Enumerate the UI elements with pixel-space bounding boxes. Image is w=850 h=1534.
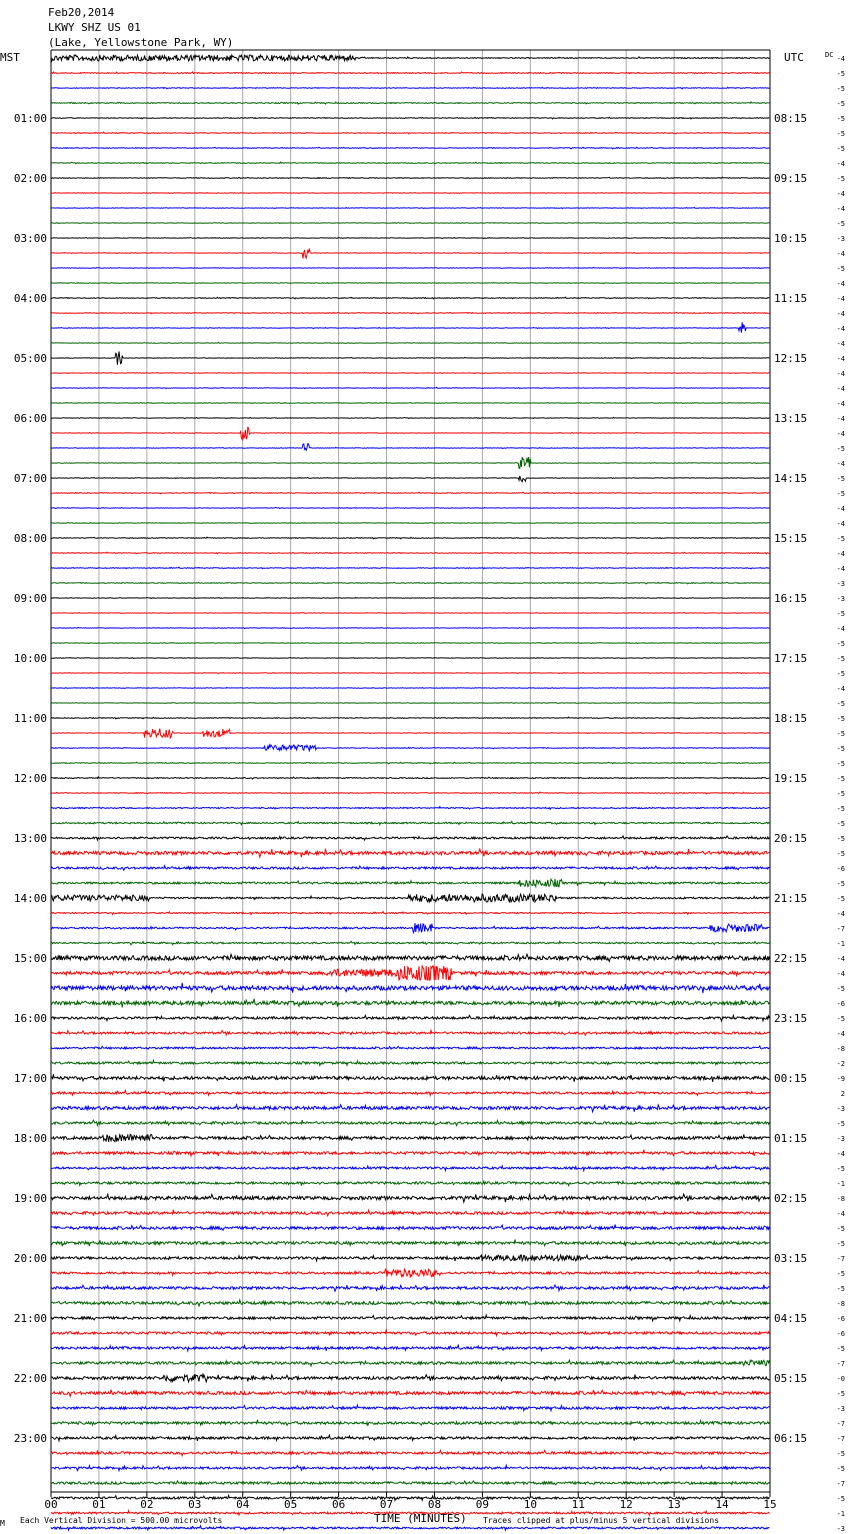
- trace-row-22: [51, 387, 769, 388]
- dc-offset: -4: [836, 325, 845, 333]
- trace-row-9: [51, 192, 769, 193]
- dc-offset: -5: [836, 115, 845, 123]
- dc-offset: -5: [836, 1495, 845, 1503]
- mst-label: 01:00: [13, 112, 47, 125]
- dc-offset: -4: [836, 385, 845, 393]
- trace-row-94: [51, 1465, 769, 1470]
- dc-offset: -4: [836, 1210, 845, 1218]
- mst-label: 05:00: [13, 352, 47, 365]
- dc-offset: -5: [836, 1165, 845, 1173]
- trace-row-89: [51, 1390, 769, 1397]
- x-tick-label: 15: [763, 1498, 777, 1511]
- dc-offset: -4: [836, 970, 845, 978]
- mst-label: 14:00: [13, 892, 47, 905]
- utc-label: 00:15: [774, 1072, 808, 1085]
- trace-row-92: [51, 1435, 769, 1441]
- utc-label: 05:15: [774, 1372, 808, 1385]
- dc-offset: -4: [836, 460, 845, 468]
- dc-offset: -4: [836, 955, 845, 963]
- dc-offset: -7: [836, 925, 845, 933]
- dc-offset: -4: [836, 685, 845, 693]
- dc-offset: -4: [836, 160, 845, 168]
- utc-label: 13:15: [774, 412, 808, 425]
- mst-label: 08:00: [13, 532, 47, 545]
- x-tick-label: 10: [523, 1498, 537, 1511]
- utc-label: 20:15: [774, 832, 808, 845]
- clip-note: Traces clipped at plus/minus 5 vertical divisions: [483, 1516, 720, 1525]
- x-tick-label: 08: [427, 1498, 442, 1511]
- utc-label: 23:15: [774, 1012, 808, 1025]
- trace-row-21: [51, 372, 769, 373]
- dc-offset: -4: [836, 415, 845, 423]
- mst-hour-labels: [14, 112, 47, 1445]
- x-tick-label: 03: [188, 1498, 202, 1511]
- dc-offset: -4: [836, 550, 845, 558]
- utc-label: 11:15: [774, 292, 808, 305]
- dc-offset: -5: [836, 1285, 845, 1293]
- left-timezone-label: MST: [0, 51, 20, 64]
- trace-row-12: [51, 237, 769, 238]
- dc-offset: -4: [836, 910, 845, 918]
- mst-label: 12:00: [13, 772, 47, 785]
- dc-offset: -4: [836, 250, 845, 258]
- trace-row-27: [51, 457, 769, 468]
- dc-offset: -5: [836, 820, 845, 828]
- trace-row-62: [51, 983, 769, 993]
- x-axis-title: TIME (MINUTES): [374, 1512, 467, 1525]
- dc-offset: -5: [836, 760, 845, 768]
- trace-row-55: [51, 879, 769, 887]
- mst-label: 03:00: [13, 232, 47, 245]
- mst-label: 22:00: [13, 1372, 47, 1385]
- dc-offset: -3: [836, 1105, 845, 1113]
- trace-row-72: [51, 1134, 769, 1141]
- mst-label: 07:00: [13, 472, 47, 485]
- trace-row-67: [51, 1060, 769, 1065]
- trace-row-30: [51, 507, 769, 508]
- trace-row-74: [51, 1165, 769, 1170]
- dc-offset: -3: [836, 235, 845, 243]
- trace-row-87: [51, 1360, 769, 1366]
- dc-offset: -5: [836, 1270, 845, 1278]
- dc-offset: -5: [836, 775, 845, 783]
- trace-row-35: [51, 582, 769, 584]
- trace-row-7: [51, 162, 769, 164]
- trace-row-79: [51, 1240, 769, 1247]
- dc-offset: -5: [836, 100, 845, 108]
- dc-offset: -5: [836, 1465, 845, 1473]
- dc-offset: -5: [836, 1225, 845, 1233]
- trace-row-50: [51, 807, 769, 810]
- dc-offset: -5: [836, 490, 845, 498]
- trace-row-20: [51, 351, 769, 364]
- x-tick-label: 09: [475, 1498, 490, 1511]
- trace-row-2: [51, 87, 769, 89]
- trace-row-85: [51, 1330, 769, 1336]
- dc-offset: -4: [836, 1150, 845, 1158]
- dc-offset: -5: [836, 475, 845, 483]
- dc-offset: -1: [836, 1510, 845, 1518]
- mst-label: 17:00: [13, 1072, 47, 1085]
- station-location: (Lake, Yellowstone Park, WY): [48, 36, 234, 49]
- trace-row-29: [51, 492, 769, 494]
- trace-row-95: [51, 1481, 769, 1485]
- mst-label: 02:00: [13, 172, 47, 185]
- dc-offset: -3: [836, 1405, 845, 1413]
- utc-label: 21:15: [774, 892, 808, 905]
- mst-label: 18:00: [13, 1132, 47, 1145]
- dc-offset: -5: [836, 85, 845, 93]
- x-tick-label: 05: [284, 1498, 298, 1511]
- trace-row-16: [51, 297, 769, 299]
- trace-row-38: [51, 627, 769, 628]
- dc-offset: -5: [836, 895, 845, 903]
- dc-offset: -5: [836, 175, 845, 183]
- seismogram-traces: [51, 55, 769, 1534]
- dc-offset: -5: [836, 805, 845, 813]
- dc-offset: -4: [836, 340, 845, 348]
- dc-offset: -4: [836, 430, 845, 438]
- dc-offset: -5: [836, 655, 845, 663]
- x-tick-label: 04: [236, 1498, 250, 1511]
- trace-row-28: [51, 476, 769, 482]
- trace-row-0: [51, 55, 769, 61]
- trace-row-23: [51, 403, 769, 404]
- dc-offset: -4: [836, 505, 845, 513]
- trace-row-59: [51, 941, 769, 945]
- mst-label: 13:00: [13, 832, 47, 845]
- trace-row-76: [51, 1194, 769, 1202]
- trace-row-61: [51, 966, 769, 980]
- dc-offset: -5: [836, 670, 845, 678]
- dc-offset: -3: [836, 1525, 845, 1533]
- right-timezone-label: UTC: [784, 51, 804, 64]
- trace-row-32: [51, 537, 769, 539]
- trace-row-41: [51, 672, 769, 673]
- trace-row-8: [51, 177, 769, 179]
- dc-offset: -6: [836, 1000, 845, 1008]
- dc-offset: -5: [836, 610, 845, 618]
- dc-offset: -4: [836, 310, 845, 318]
- trace-row-33: [51, 552, 769, 554]
- x-tick-label: 01: [92, 1498, 106, 1511]
- mst-label: 04:00: [13, 292, 47, 305]
- trace-row-3: [51, 102, 769, 104]
- trace-row-66: [51, 1046, 769, 1050]
- trace-row-71: [51, 1120, 769, 1126]
- trace-row-54: [51, 866, 769, 871]
- trace-row-57: [51, 912, 769, 915]
- trace-row-10: [51, 207, 769, 208]
- utc-label: 19:15: [774, 772, 808, 785]
- vertical-scale-note: Each Vertical Division = 500.00 microvolts: [20, 1516, 223, 1525]
- dc-offset: -4: [836, 295, 845, 303]
- mst-label: 06:00: [13, 412, 47, 425]
- utc-label: 06:15: [774, 1432, 808, 1445]
- mst-label: 23:00: [13, 1432, 47, 1445]
- dc-offset: -5: [836, 145, 845, 153]
- dc-offset: -7: [836, 1360, 845, 1368]
- dc-offset: -5: [836, 1015, 845, 1023]
- x-tick-label: 11: [571, 1498, 585, 1511]
- dc-offset: -5: [836, 70, 845, 78]
- dc-offset: -5: [836, 1120, 845, 1128]
- trace-row-77: [51, 1210, 769, 1216]
- utc-label: 12:15: [774, 352, 808, 365]
- dc-offset: -5: [836, 640, 845, 648]
- dc-offset: -4: [836, 400, 845, 408]
- trace-row-63: [51, 999, 769, 1008]
- dc-offset: -4: [836, 280, 845, 288]
- utc-label: 17:15: [774, 652, 808, 665]
- utc-label: 16:15: [774, 592, 808, 605]
- trace-row-24: [51, 417, 769, 418]
- trace-row-51: [51, 821, 769, 824]
- trace-row-6: [51, 147, 769, 149]
- trace-row-96: [51, 1495, 769, 1500]
- trace-row-31: [51, 523, 769, 524]
- trace-row-83: [51, 1300, 769, 1306]
- dc-offset: -7: [836, 1255, 845, 1263]
- trace-row-65: [51, 1030, 769, 1035]
- dc-offset: 2: [840, 1090, 845, 1098]
- trace-row-43: [51, 702, 769, 703]
- trace-row-81: [51, 1269, 769, 1277]
- trace-row-78: [51, 1225, 769, 1231]
- dc-offset: -5: [836, 1450, 845, 1458]
- trace-row-5: [51, 132, 769, 134]
- trace-row-80: [51, 1255, 769, 1261]
- dc-offset: -4: [836, 520, 845, 528]
- dc-offset: -1: [836, 1180, 845, 1188]
- dc-offset: -8: [836, 1300, 845, 1308]
- dc-offset: -7: [836, 1480, 845, 1488]
- trace-row-19: [51, 343, 769, 344]
- trace-row-91: [51, 1420, 769, 1426]
- dc-offset: -4: [836, 1030, 845, 1038]
- trace-row-68: [51, 1074, 769, 1082]
- trace-row-15: [51, 282, 769, 283]
- dc-offset: -6: [836, 1330, 845, 1338]
- utc-label: 10:15: [774, 232, 808, 245]
- trace-row-98: [51, 1526, 769, 1531]
- dc-offset-header: DC: [825, 51, 834, 59]
- trace-row-18: [51, 322, 769, 332]
- trace-row-39: [51, 642, 769, 643]
- utc-label: 01:15: [774, 1132, 808, 1145]
- trace-row-42: [51, 687, 769, 688]
- dc-offset: -3: [836, 580, 845, 588]
- mst-label: 16:00: [13, 1012, 47, 1025]
- trace-row-84: [51, 1315, 769, 1321]
- dc-offset: -5: [836, 700, 845, 708]
- time-axis: [44, 1492, 776, 1511]
- trace-row-53: [51, 849, 769, 857]
- dc-offset: -4: [836, 55, 845, 63]
- dc-offset: -5: [836, 730, 845, 738]
- utc-label: 08:15: [774, 112, 808, 125]
- dc-offset: -5: [836, 985, 845, 993]
- dc-offset: -4: [836, 205, 845, 213]
- trace-row-36: [51, 597, 769, 598]
- dc-offset: -9: [836, 1075, 845, 1083]
- trace-row-47: [51, 762, 769, 764]
- station-code: LKWY SHZ US 01: [48, 21, 141, 34]
- x-tick-label: 14: [715, 1498, 729, 1511]
- dc-offset: -6: [836, 865, 845, 873]
- trace-row-17: [51, 312, 769, 314]
- trace-row-64: [51, 1015, 769, 1021]
- x-tick-label: 02: [140, 1498, 154, 1511]
- mst-label: 20:00: [13, 1252, 47, 1265]
- dc-offset: -3: [836, 1135, 845, 1143]
- utc-label: 04:15: [774, 1312, 808, 1325]
- trace-row-90: [51, 1405, 769, 1411]
- dc-offset: -5: [836, 880, 845, 888]
- trace-row-45: [51, 729, 769, 738]
- dc-offset: -5: [836, 535, 845, 543]
- mst-label: 19:00: [13, 1192, 47, 1205]
- mst-label: 15:00: [13, 952, 47, 965]
- dc-offset: -4: [836, 355, 845, 363]
- x-tick-label: 12: [619, 1498, 633, 1511]
- dc-offset: -5: [836, 130, 845, 138]
- dc-offset: -2: [836, 1060, 845, 1068]
- trace-row-93: [51, 1450, 769, 1455]
- dc-offset: -5: [836, 445, 845, 453]
- dc-offset-labels: [837, 55, 845, 1534]
- dc-offset: -3: [836, 595, 845, 603]
- trace-row-26: [51, 444, 769, 451]
- utc-label: 15:15: [774, 532, 808, 545]
- trace-row-88: [51, 1374, 769, 1382]
- dc-offset: -5: [836, 1390, 845, 1398]
- trace-row-52: [51, 836, 769, 840]
- footer-mark: M: [0, 1519, 5, 1528]
- dc-offset: -5: [836, 1345, 845, 1353]
- dc-offset: -5: [836, 835, 845, 843]
- x-tick-label: 13: [667, 1498, 681, 1511]
- x-tick-label: 00: [44, 1498, 58, 1511]
- trace-row-60: [51, 954, 769, 961]
- dc-offset: -5: [836, 715, 845, 723]
- trace-row-56: [51, 894, 769, 902]
- trace-row-46: [51, 745, 769, 751]
- utc-label: 09:15: [774, 172, 808, 185]
- utc-label: 14:15: [774, 472, 808, 485]
- utc-label: 03:15: [774, 1252, 808, 1265]
- dc-offset: -6: [836, 1315, 845, 1323]
- trace-row-86: [51, 1345, 769, 1351]
- utc-hour-labels: [774, 112, 807, 1445]
- utc-label: 18:15: [774, 712, 808, 725]
- dc-offset: -5: [836, 745, 845, 753]
- dc-offset: -7: [836, 1420, 845, 1428]
- trace-row-69: [51, 1090, 769, 1095]
- trace-row-49: [51, 792, 769, 794]
- dc-offset: -5: [836, 790, 845, 798]
- dc-offset: -4: [836, 370, 845, 378]
- trace-row-40: [51, 658, 769, 659]
- mst-label: 09:00: [13, 592, 47, 605]
- trace-row-37: [51, 613, 769, 614]
- mst-label: 11:00: [13, 712, 47, 725]
- trace-row-48: [51, 777, 769, 779]
- trace-row-75: [51, 1181, 769, 1186]
- dc-offset: -7: [836, 1435, 845, 1443]
- trace-row-11: [51, 223, 769, 224]
- dc-offset: -8: [836, 1195, 845, 1203]
- record-date: Feb20,2014: [48, 6, 115, 19]
- mst-label: 21:00: [13, 1312, 47, 1325]
- dc-offset: -1: [836, 940, 845, 948]
- utc-label: 22:15: [774, 952, 808, 965]
- trace-row-34: [51, 567, 769, 569]
- trace-row-14: [51, 267, 769, 268]
- trace-row-44: [51, 717, 769, 719]
- utc-label: 02:15: [774, 1192, 808, 1205]
- dc-offset: -5: [836, 850, 845, 858]
- dc-offset: -5: [836, 220, 845, 228]
- dc-offset: -4: [836, 565, 845, 573]
- x-tick-label: 07: [379, 1498, 394, 1511]
- trace-row-13: [51, 249, 769, 259]
- dc-offset: -4: [836, 190, 845, 198]
- trace-row-1: [51, 72, 769, 74]
- dc-offset: -5: [836, 1240, 845, 1248]
- mst-label: 10:00: [13, 652, 47, 665]
- dc-offset: -0: [836, 1375, 845, 1383]
- dc-offset: -4: [836, 625, 845, 633]
- trace-row-58: [51, 923, 769, 933]
- dc-offset: -8: [836, 1045, 845, 1053]
- trace-row-4: [51, 117, 769, 119]
- dc-offset: -5: [836, 265, 845, 273]
- trace-row-70: [51, 1105, 769, 1112]
- trace-row-73: [51, 1150, 769, 1156]
- x-tick-label: 06: [331, 1498, 346, 1511]
- trace-row-82: [51, 1285, 769, 1291]
- trace-row-25: [51, 427, 769, 439]
